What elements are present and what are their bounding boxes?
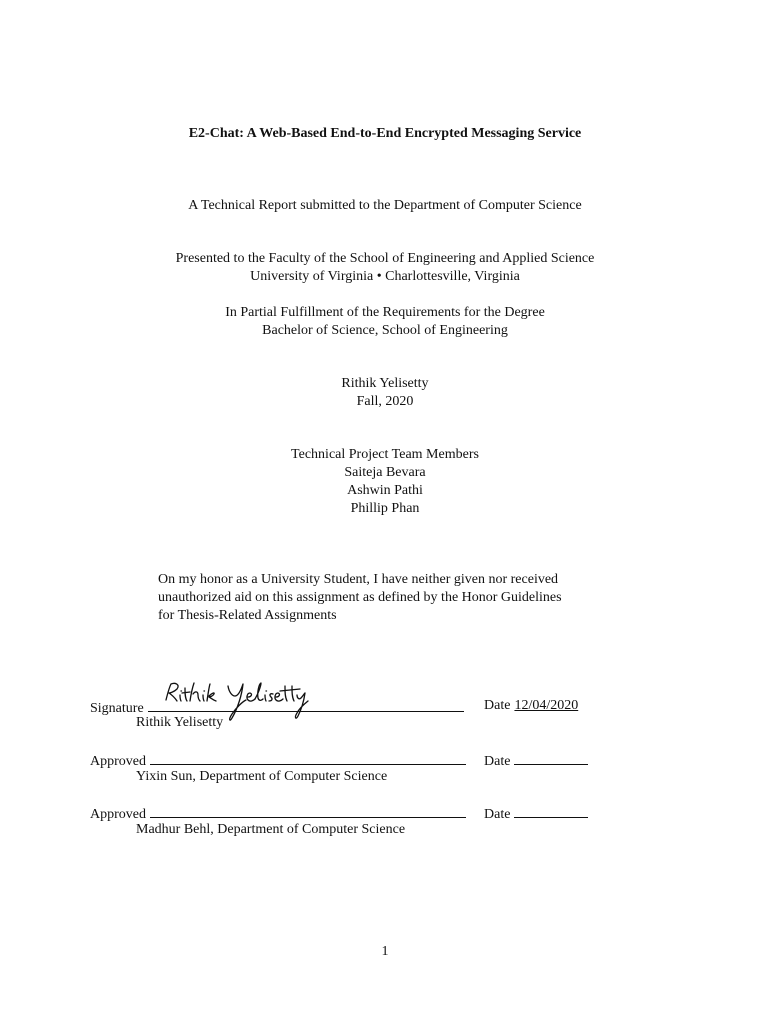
signature-date-value: 12/04/2020: [514, 698, 579, 713]
presented-line-2: University of Virginia • Charlottesville, Virginia: [250, 269, 520, 284]
presented-line-1: Presented to the Faculty of the School of Engineering and Applied Science: [175, 251, 595, 266]
approval-date-line[interactable]: [514, 750, 588, 765]
approver-printed-name: Yixin Sun, Department of Computer Science: [136, 769, 388, 784]
signature-line[interactable]: [148, 697, 464, 712]
team-member: Ashwin Pathi: [347, 483, 423, 498]
fulfillment-line-2: Bachelor of Science, School of Engineering: [262, 323, 508, 338]
approved-label: Approved: [90, 807, 146, 822]
team-member: Saiteja Bevara: [344, 465, 426, 480]
approval-date-line[interactable]: [514, 803, 588, 818]
signature-date-row: [484, 697, 578, 715]
signature-label: Signature: [90, 701, 144, 716]
signer-printed-name: Rithik Yelisetty: [136, 715, 224, 730]
submission-statement: A Technical Report submitted to the Department of Computer Science: [188, 198, 582, 213]
date-label: Date: [484, 698, 511, 713]
page-number: 1: [381, 944, 389, 959]
fulfillment-line-1: In Partial Fulfillment of the Requirements for the Degree: [225, 305, 545, 320]
date-label: Date: [484, 754, 511, 769]
team-member: Phillip Phan: [350, 501, 420, 516]
approved-label: Approved: [90, 754, 146, 769]
date-label: Date: [484, 807, 511, 822]
author-term: Fall, 2020: [356, 394, 414, 409]
team-heading: Technical Project Team Members: [291, 447, 479, 462]
approval-signature-line[interactable]: [150, 750, 466, 765]
honor-pledge-line-3: for Thesis-Related Assignments: [158, 608, 337, 623]
approver-printed-name: Madhur Behl, Department of Computer Science: [136, 822, 406, 837]
author-name: Rithik Yelisetty: [341, 376, 429, 391]
approval-date-row: [484, 750, 588, 771]
honor-pledge-line-1: On my honor as a University Student, I have neither given nor received: [158, 572, 559, 587]
approval-date-row: [484, 803, 588, 824]
approval-signature-line[interactable]: [150, 803, 466, 818]
honor-pledge-line-2: unauthorized aid on this assignment as defined by the Honor Guidelines: [158, 590, 562, 605]
report-title: E2-Chat: A Web-Based End-to-End Encrypted Messaging Service: [188, 126, 582, 141]
